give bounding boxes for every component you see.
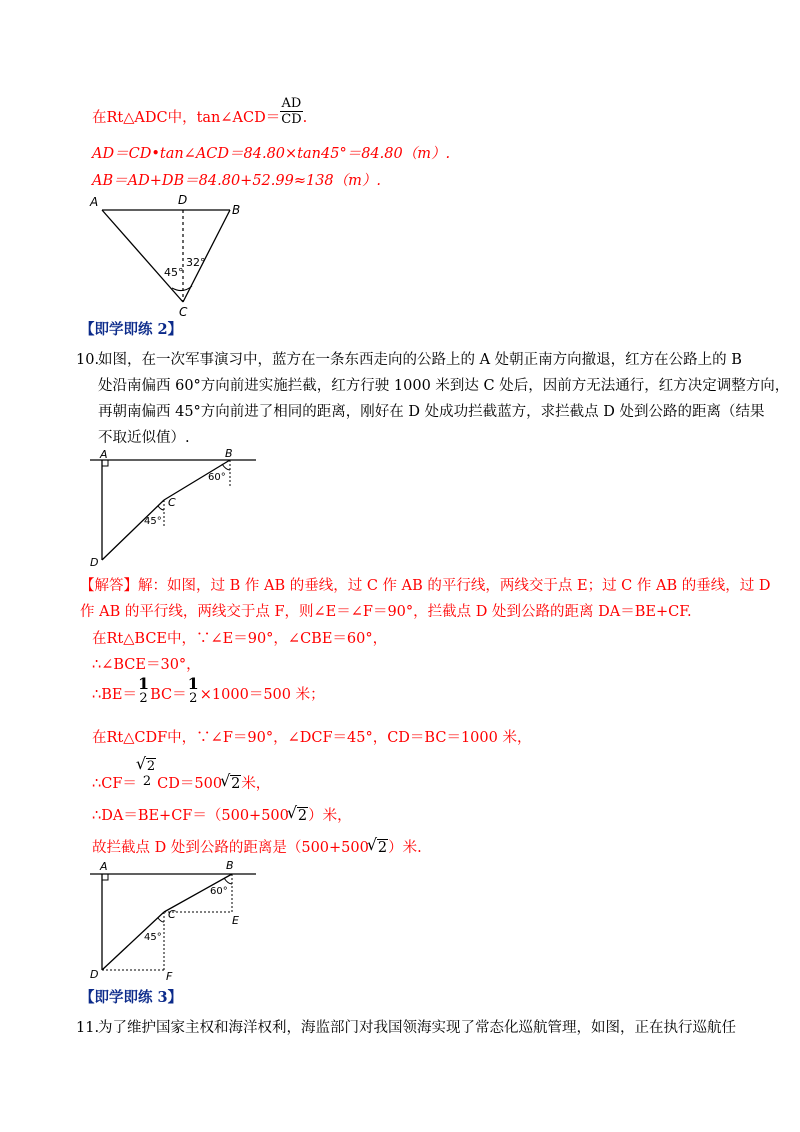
tan-line-prefix: 在Rt△ADC中，tan∠ACD＝: [92, 110, 281, 126]
problem-10-line-3: 再朝南偏西 45°方向前进了相同的距离，刚好在 D 处成功拦截蓝方，求拦截点 D 处到公路的距离（结果: [98, 404, 765, 420]
angle-45-label: 45°: [144, 932, 162, 943]
sqrt-symbol: [138, 759, 156, 774]
da-prefix: ∴DA＝BE+CF＝（500+500: [92, 808, 289, 824]
radicand: 2: [146, 759, 156, 774]
answer-10-line-6: 在Rt△CDF中，∵∠F＝90°，∠DCF＝45°，CD＝BC＝1000 米，: [92, 730, 532, 746]
answer-10-line-7: [92, 759, 271, 794]
angle-60-label: 60°: [208, 472, 226, 483]
answer-10-line-1: 【解答】解：如图，过 B 作 AB 的垂线，过 C 作 AB 的平行线，两线交于点 E；过 C 作 AB 的垂线，过 D: [80, 578, 771, 594]
sqrt-symbol: [289, 806, 308, 826]
fraction-one-half-b: [187, 676, 200, 706]
conclusion-prefix: 故拦截点 D 处到公路的距离是（500+500: [92, 840, 369, 856]
label-a: A: [100, 448, 108, 461]
fraction-denominator: 2: [189, 691, 198, 706]
segment-cd: [102, 500, 164, 560]
label-c: C: [168, 908, 176, 921]
answer-10-line-2: 作 AB 的平行线，两线交于点 F，则∠E＝∠F＝90°，拦截点 D 处到公路的距离 DA＝BE+CF.: [80, 604, 692, 620]
label-a: A: [90, 195, 99, 209]
label-b: B: [232, 203, 241, 217]
label-c: C: [168, 496, 176, 509]
figure-triangle-abc: [80, 190, 250, 320]
label-e: E: [232, 914, 239, 927]
problem-10-line-1: 如图，在一次军事演习中，蓝方在一条东西走向的公路上的 A 处朝正南方向撤退，红方在公路上的 B: [98, 352, 742, 368]
label-f: F: [166, 970, 173, 982]
radicand: 2: [231, 776, 241, 792]
fraction-denominator: 2: [139, 691, 148, 706]
angle-arc-c: [158, 506, 164, 510]
fraction-numerator: 1: [187, 674, 199, 693]
answer-10-line-5: [92, 674, 325, 706]
fraction-numerator: [137, 759, 157, 774]
label-a: A: [100, 860, 108, 873]
solution-line-ad: AD＝CD•tan∠ACD＝84.80×tan45°＝84.80（m）.: [92, 146, 451, 162]
da-suffix: ）米，: [308, 808, 352, 824]
problem-10-line-2: 处沿南偏西 60°方向前进实施拦截，红方行驶 1000 米到达 C 处后，因前方无法通行，红方决定调整方向，: [98, 378, 790, 394]
cf-suffix: 米，: [241, 776, 271, 792]
angle-45-label: 45°: [164, 266, 184, 279]
fraction-sqrt2-over-2: [137, 759, 157, 789]
be-prefix: ∴BE＝: [92, 687, 137, 703]
answer-10-line-8: [92, 806, 352, 826]
solution-line-ab: AB＝AD+DB＝84.80+52.99≈138（m）.: [92, 173, 382, 189]
label-c: C: [179, 305, 188, 319]
fraction-denominator: 2: [142, 774, 152, 789]
label-b: B: [226, 859, 234, 872]
angle-arc-b: [222, 464, 230, 470]
angle-arc-c: [158, 918, 164, 922]
answer-10-line-9: [92, 838, 422, 858]
practice-2-heading: 【即学即练 2】: [80, 321, 183, 338]
label-d: D: [90, 556, 99, 569]
be-middle: BC＝: [150, 687, 187, 703]
angle-45-label: 45°: [144, 516, 162, 527]
problem-10-number: 10.: [76, 352, 100, 368]
sqrt-symbol: [369, 838, 388, 858]
angle-60-label: 60°: [210, 886, 228, 897]
sqrt-symbol: [222, 774, 241, 794]
figure-road-interception: [86, 448, 266, 570]
label-d: D: [178, 193, 188, 207]
fraction-ad-cd: [280, 96, 302, 127]
cf-middle: CD＝500: [157, 776, 223, 792]
tan-line-suffix: .: [302, 110, 308, 126]
problem-11-number: 11.: [76, 1020, 100, 1036]
angle-arc-b: [224, 878, 232, 884]
conclusion-suffix: ）米.: [388, 840, 422, 856]
label-b: B: [225, 448, 233, 460]
practice-3-heading: 【即学即练 3】: [80, 989, 183, 1006]
fraction-one-half-a: [137, 676, 150, 706]
label-d: D: [90, 968, 99, 981]
fraction-numerator: 1: [137, 674, 150, 693]
answer-10-line-4: ∴∠BCE＝30°，: [92, 657, 201, 673]
radicand: 2: [377, 840, 388, 856]
segment-ac: [102, 210, 183, 302]
figure-road-interception-aux: [86, 858, 266, 982]
angle-32-label: 32°: [186, 256, 206, 269]
fraction-denominator: CD: [281, 111, 302, 127]
right-angle-mark-a: [102, 874, 108, 880]
problem-10-line-4: 不取近似值）.: [98, 430, 190, 446]
problem-11-line-1: 为了维护国家主权和海洋权利，海监部门对我国领海实现了常态化巡航管理，如图，正在执行巡航任: [98, 1020, 736, 1036]
answer-10-line-3: 在Rt△BCE中，∵∠E＝90°，∠CBE＝60°，: [92, 631, 388, 647]
cf-prefix: ∴CF＝: [92, 776, 137, 792]
fraction-numerator: AD: [281, 95, 302, 111]
be-suffix: ×1000＝500 米；: [199, 687, 325, 703]
solution-line-tan: [92, 95, 308, 128]
radicand: 2: [297, 808, 308, 824]
